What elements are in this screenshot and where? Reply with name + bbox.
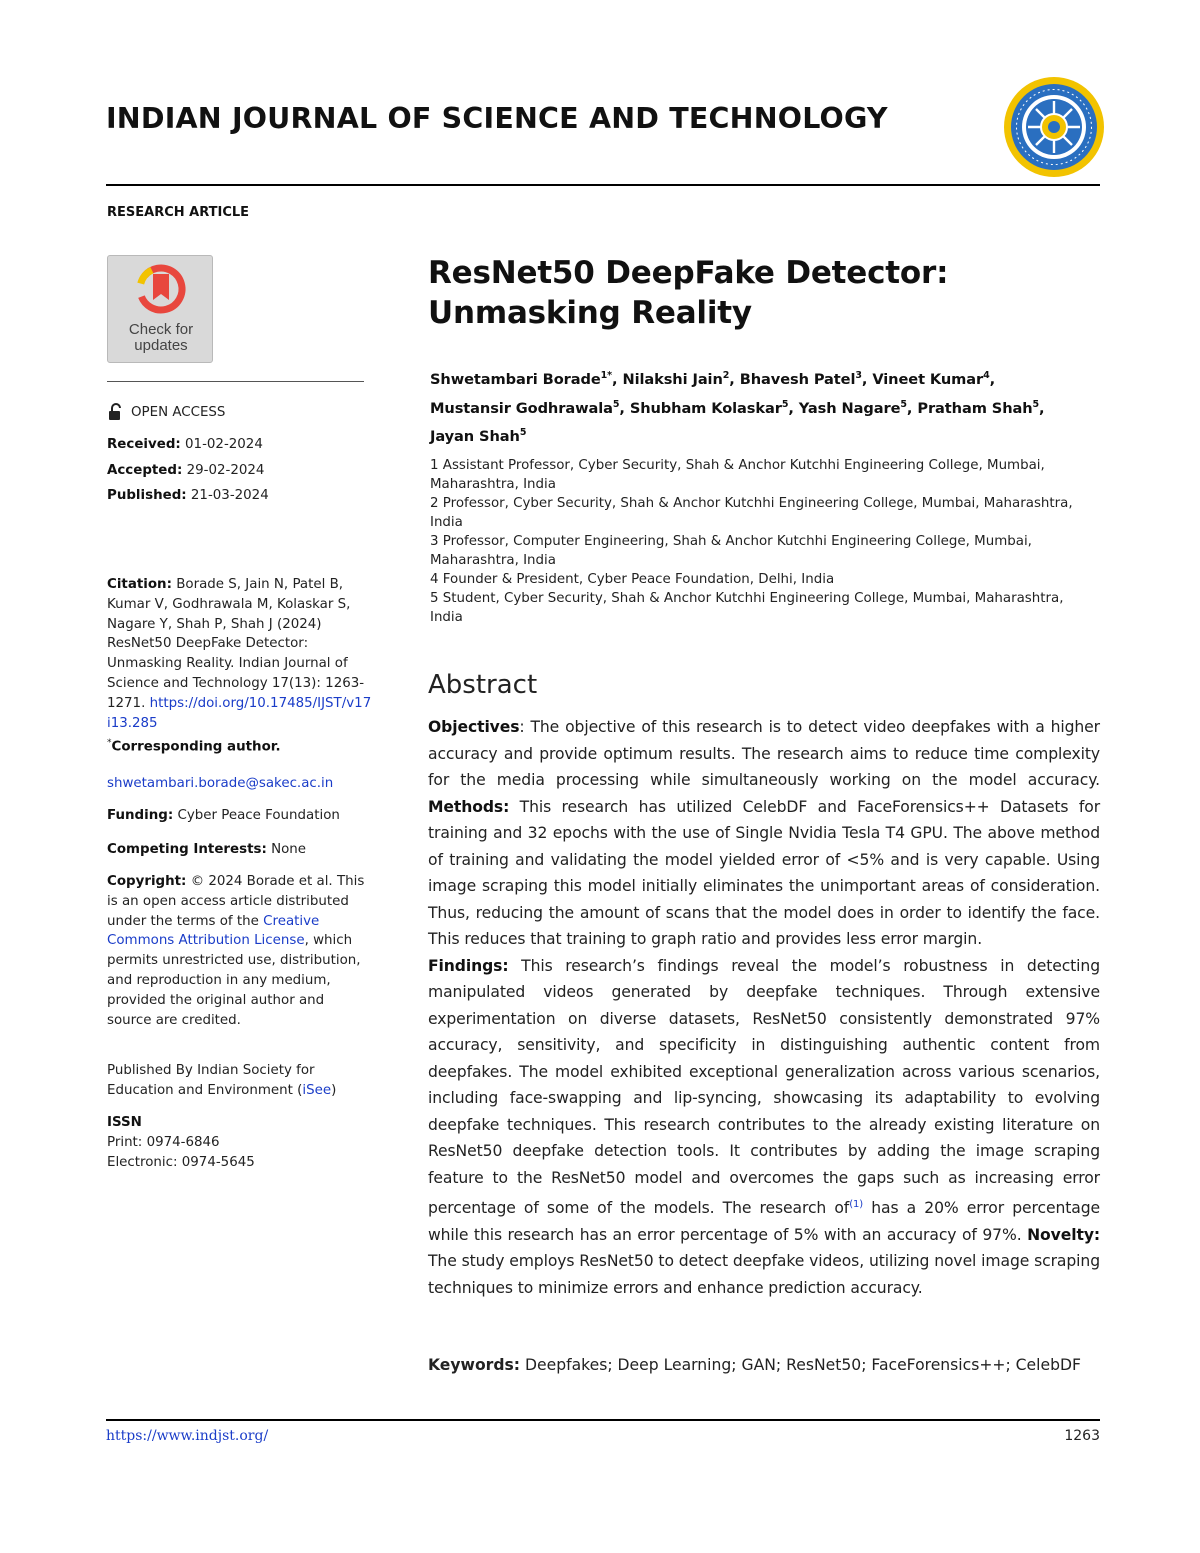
funding-value: Cyber Peace Foundation: [177, 808, 340, 823]
affiliation-item: [430, 589, 1100, 627]
issn-electronic: Electronic: 0974-5645: [107, 1154, 255, 1170]
author-sup: 5: [1032, 398, 1040, 410]
badge-line2: updates: [134, 337, 188, 354]
corresponding-row: [107, 738, 281, 754]
affiliation-number: 1: [430, 458, 439, 473]
author-sup: 5: [900, 398, 907, 410]
author-sep: ,: [619, 399, 630, 417]
funding-label: Funding:: [107, 808, 174, 823]
author-sup: 3: [855, 370, 862, 381]
abstract-body: [428, 714, 1100, 1301]
affiliation-number: 3: [430, 534, 439, 549]
affiliation-text: Founder & President, Cyber Peace Foundation, Delhi, India: [442, 572, 835, 587]
received-row: [107, 437, 263, 452]
affiliation-number: 2: [430, 496, 439, 511]
affiliation-text: Student, Cyber Security, Shah & Anchor Kutchhi Engineering College, Mumbai, Maharashtra, India: [430, 591, 1064, 625]
methods-label: Methods:: [428, 797, 510, 816]
author-name: Yash Nagare: [798, 399, 901, 417]
paper-title-line1: ResNet50 DeepFake Detector:: [428, 255, 949, 291]
accepted-row: [107, 463, 264, 478]
open-lock-icon: [107, 403, 125, 421]
isee-link[interactable]: iSee: [302, 1082, 332, 1098]
author-list: [430, 366, 1110, 452]
author-sup: 1*: [600, 370, 613, 381]
author-sep: ,: [989, 371, 996, 388]
affiliation-item: [430, 570, 1100, 589]
corresponding-mark: *: [107, 738, 112, 748]
received-date: 01-02-2024: [185, 437, 263, 452]
objectives-label: Objectives: [428, 718, 520, 736]
author-sep: ,: [729, 371, 740, 388]
novelty-label: Novelty:: [1027, 1225, 1101, 1244]
author-sup: 5: [781, 398, 789, 410]
header-divider: [106, 184, 1100, 186]
published-date: 21-03-2024: [190, 488, 269, 503]
copyright-text: © 2024 Borade et al. This is an open access article distributed under the terms of the: [107, 874, 365, 929]
author-sep: ,: [788, 399, 799, 417]
keywords-label: Keywords:: [428, 1356, 521, 1374]
affiliation-text: Professor, Computer Engineering, Shah & Anchor Kutchhi Engineering College, Mumbai, Maharashtra, India: [430, 534, 1032, 568]
novelty-text: The study employs ResNet50 to detect deepfake videos, utilizing novel image scraping techniques to minimize errors and enhance prediction accuracy.: [428, 1252, 1100, 1297]
affiliation-number: 4: [430, 572, 439, 587]
keywords-text: Deepfakes; Deep Learning; GAN; ResNet50; FaceForensics++; CelebDF: [520, 1356, 1081, 1374]
methods-text: This research has utilized CelebDF and FaceForensics++ Datasets for training and 32 epochs with the use of Single Nvidia Tesla T4 GPU. The above method of training and validating the model yielded error of <5% and is very capable. Using image scraping this model initially eliminates the unimportant areas of consideration. Thus, reducing the amount of scans that the model does in order to identify the face. This reduces that training to graph ratio and provides less error margin.: [428, 797, 1100, 948]
citation-text: Borade S, Jain N, Patel B, Kumar V, Godhrawala M, Kolaskar S, Nagare Y, Shah P, Shah J (2024) ResNet50 DeepFake Detector: Unmasking Reality. Indian Journal of Science and Technology 17(13): 1263-1271.: [107, 577, 365, 711]
author-sup: 5: [612, 398, 620, 410]
footer-divider: [106, 1419, 1100, 1421]
check-for-updates-badge[interactable]: [107, 255, 213, 363]
findings-text-post: has a 20% error percentage while this research has an error percentage of 5% with an accuracy of 97%.: [428, 1199, 1100, 1244]
published-label: Published:: [107, 488, 187, 503]
author-name: Pratham Shah: [917, 399, 1033, 417]
copyright-text-post: , which permits unrestricted use, distribution, and reproduction in any medium, provided the original author and source are credited.: [107, 933, 361, 1028]
competing-row: [107, 842, 306, 857]
author-sup: 4: [983, 370, 990, 381]
journal-url-link[interactable]: https://www.indjst.org/: [106, 1428, 269, 1444]
author-name: Mustansir Godhrawala: [430, 399, 613, 417]
copyright-block: [107, 872, 372, 1030]
email-link[interactable]: shwetambari.borade@sakec.ac.in: [107, 776, 334, 791]
author-name: Jayan Shah: [430, 428, 520, 445]
journal-logo-icon: [1003, 76, 1105, 178]
accepted-date: 29-02-2024: [186, 463, 265, 478]
affiliation-number: 5: [430, 591, 439, 606]
competing-value: None: [271, 842, 307, 857]
funding-row: [107, 808, 340, 823]
license-link[interactable]: Creative Commons Attribution License: [107, 913, 320, 949]
copyright-label: Copyright:: [107, 874, 187, 889]
findings-label: Findings:: [428, 956, 509, 975]
corresponding-label: Corresponding author.: [111, 739, 281, 755]
page-number: 1263: [1064, 1428, 1100, 1444]
sidebar-divider: [107, 381, 364, 382]
affiliation-list: [430, 456, 1100, 627]
issn-label: ISSN: [107, 1115, 142, 1130]
publisher-text: Published By Indian Society for Education and Environment (: [107, 1063, 315, 1098]
objectives-text: : The objective of this research is to detect video deepfakes with a higher accuracy and provide optimum results. The research aims to reduce time complexity for the media processing while simultaneously working on the model accuracy.: [428, 718, 1100, 789]
abstract-heading: Abstract: [428, 670, 538, 700]
affiliation-text: Assistant Professor, Cyber Security, Shah & Anchor Kutchhi Engineering College, Mumbai, Maharashtra, India: [430, 458, 1045, 492]
reference-link[interactable]: (1): [849, 1199, 864, 1210]
issn-print: Print: 0974-6846: [107, 1134, 220, 1150]
author-sup: 5: [519, 427, 527, 438]
author-name: Shwetambari Borade: [430, 371, 601, 388]
keywords-block: [428, 1353, 1100, 1379]
citation-doi-link[interactable]: https://doi.org/10.17485/IJST/v17i13.285: [107, 695, 372, 731]
author-sep: ,: [906, 399, 918, 417]
author-sep: ,: [1039, 399, 1045, 417]
article-type: RESEARCH ARTICLE: [107, 205, 250, 220]
badge-line1: Check for: [128, 321, 194, 338]
open-access-label: OPEN ACCESS: [131, 404, 226, 420]
accepted-label: Accepted:: [107, 463, 183, 478]
issn-block: [107, 1113, 255, 1172]
findings-text: This research’s findings reveal the model’s robustness in detecting manipulated videos generated by deepfake techniques. Through extensive experimentation on diverse datasets, ResNet50 consistently demonstrated 97% accuracy, sensitivity, and specificity in distinguishing authentic content from deepfakes. The model exhibited exceptional generalization across various scenarios, including face-swapping and lip-syncing, showcasing its adaptability to evolving deepfake techniques. This research contributes to the already existing literature on ResNet50 deepfake detection tools. It contributes by adding the image scraping feature to the ResNet50 model and overcomes the gaps such as increasing error percentage of some of the models. The research of: [428, 956, 1100, 1218]
affiliation-text: Professor, Cyber Security, Shah & Anchor Kutchhi Engineering College, Mumbai, Maharashtra, India: [430, 496, 1073, 530]
affiliation-item: [430, 532, 1100, 570]
author-name: Vineet Kumar: [872, 371, 984, 388]
citation-block: [107, 575, 372, 733]
published-row: [107, 488, 269, 503]
author-name: Bhavesh Patel: [739, 371, 856, 388]
bookmark-ribbon-icon: [108, 256, 214, 322]
paper-title-line2: Unmasking Reality: [428, 295, 752, 331]
affiliation-item: [430, 456, 1100, 494]
author-sup: 2: [722, 370, 730, 381]
paper-title: [428, 253, 948, 333]
publisher-block: [107, 1061, 372, 1101]
author-name: Shubham Kolaskar: [629, 399, 782, 417]
citation-label: Citation:: [107, 577, 172, 592]
received-label: Received:: [107, 437, 181, 452]
journal-title: INDIAN JOURNAL OF SCIENCE AND TECHNOLOGY: [106, 102, 888, 135]
author-sep: ,: [612, 371, 623, 388]
author-sep: ,: [861, 371, 873, 388]
open-access-row: [107, 403, 225, 421]
author-name: Nilakshi Jain: [622, 371, 723, 388]
affiliation-item: [430, 494, 1100, 532]
competing-label: Competing Interests:: [107, 842, 267, 857]
publisher-text-post: ): [331, 1082, 337, 1098]
